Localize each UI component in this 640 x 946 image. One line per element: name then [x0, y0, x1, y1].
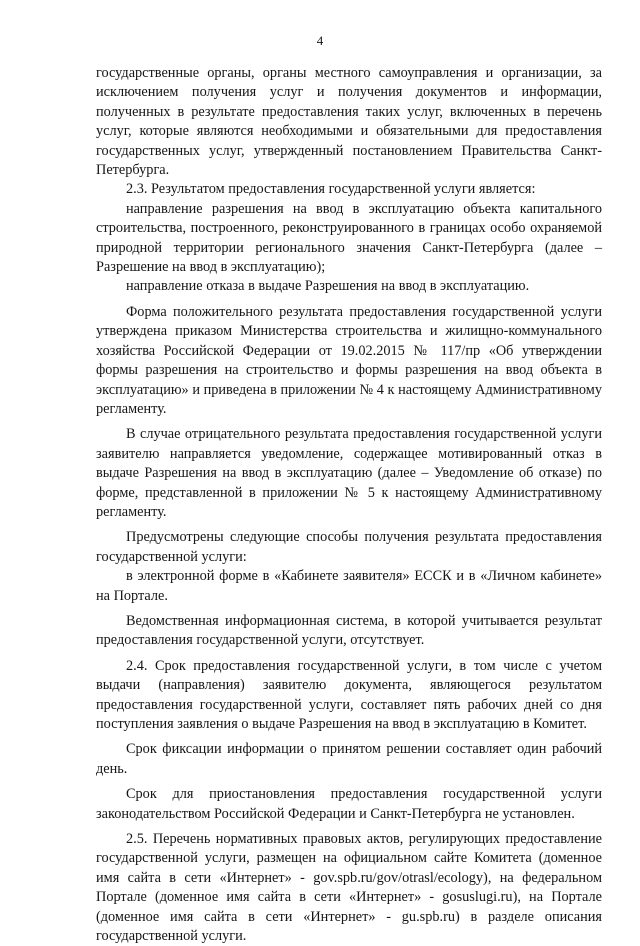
- paragraph-2-5-legal-acts: 2.5. Перечень нормативных правовых актов, регулирующих предоставление государственной услуги, размещен на официальном сайте Комитета (доменное имя сайта в сети «Интернет» - gov.spb.ru/gov/otrasl/ecology), на федеральном Портале (доменное имя сайта в сети «Интернет» - gosuslugi.ru), на Портале (доменное имя сайта в сети «Интернет» - gu.spb.ru) в разделе описания государственной услуги.: [96, 831, 602, 945]
- page-number: 4: [316, 33, 324, 48]
- paragraph-positive-result-form: Форма положительного результата предоставления государственной услуги утверждена приказом Министерства строительства и жилищно-коммунального хозяйства Российской Федерации от 19.02.2015 № 117/пр «Об утверждении формы разрешения на строительство и формы разрешения на ввод объекта в эксплуатацию» и приведена в приложении № 4 к настоящему Административному регламенту.: [96, 303, 602, 417]
- paragraph-electronic-form: в электронной форме в «Кабинете заявителя» ЕССК и в «Личном кабинете» на Портале.: [96, 568, 602, 604]
- paragraph-result-methods: Предусмотрены следующие способы получения результата предоставления государственной услуги:: [96, 529, 602, 565]
- paragraph-negative-result: В случае отрицательного результата предоставления государственной услуги заявителю направляется уведомление, содержащее мотивированный отказ в выдаче Разрешения на ввод в эксплуатацию (далее – Уведомление об отказе) по форме, представленной в приложении № 5 к настоящему Административному регламенту.: [96, 426, 602, 520]
- paragraph-fixation-term: Срок фиксации информации о принятом решении составляет один рабочий день.: [96, 741, 602, 777]
- paragraph-suspension-term: Срок для приостановления предоставления государственной услуги законодательством Российской Федерации и Санкт-Петербурга не установлен.: [96, 786, 602, 822]
- paragraph-result-permit: направление разрешения на ввод в эксплуатацию объекта капитального строительства, построенного, реконструированного в границах особо охраняемой природной территории регионального значения Санкт-Петербурга (далее – Разрешение на ввод в эксплуатацию);: [96, 200, 602, 276]
- paragraph-continuation: государственные органы, органы местного самоуправления и организации, за исключением получения услуг и получения документов и информации, полученных в результате предоставления таких услуг, включенных в перечень услуг, которые являются необходимыми и обязательными для предоставления государственных услуг, утвержденный постановлением Правительства Санкт-Петербурга.: [96, 65, 602, 179]
- paragraph-information-system: Ведомственная информационная система, в которой учитывается результат предоставления государственной услуги, отсутствует.: [96, 612, 602, 649]
- paragraph-2-3-heading: 2.3. Результатом предоставления государственной услуги является:: [126, 181, 536, 198]
- paragraph-result-refusal: направление отказа в выдаче Разрешения на ввод в эксплуатацию.: [126, 278, 530, 295]
- document-body: [96, 64, 602, 946]
- paragraph-2-4-term: 2.4. Срок предоставления государственной услуги, в том числе с учетом выдачи (направления) заявителю документа, являющегося результатом предоставления государственной услуги, составляет пять рабочих дней со дня поступления заявления о выдаче Разрешения на ввод в эксплуатацию в Комитет.: [96, 657, 602, 732]
